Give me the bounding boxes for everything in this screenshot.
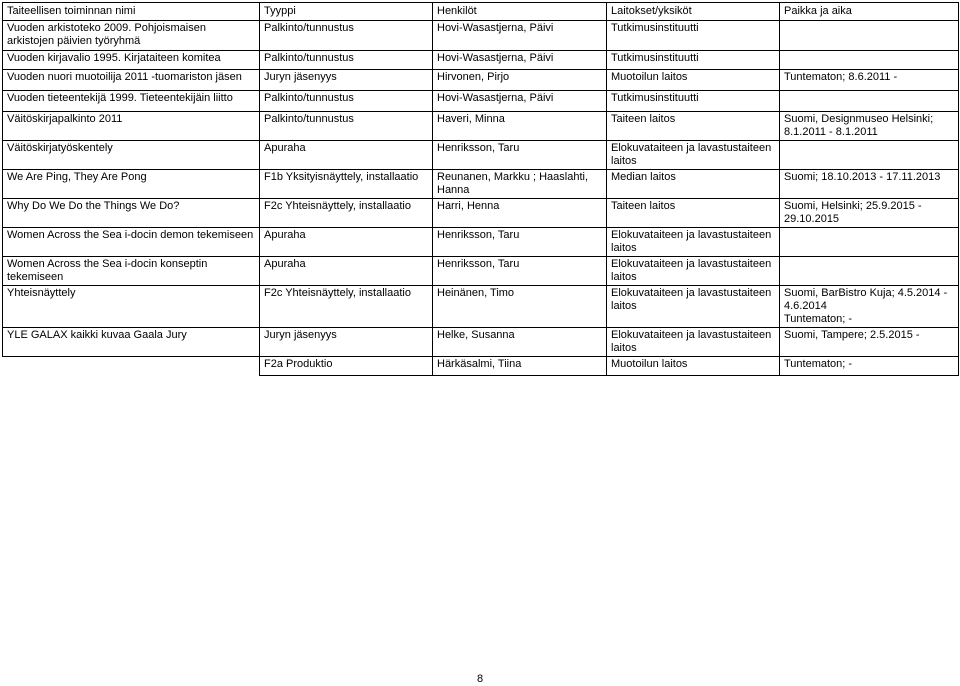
cell-persons: Hirvonen, Pirjo	[433, 70, 607, 91]
cell-name: Yhteisnäyttely	[3, 286, 260, 328]
table-body	[3, 21, 959, 376]
table-row	[3, 112, 959, 141]
cell-type: Palkinto/tunnustus	[260, 112, 433, 141]
cell-place-time	[780, 51, 959, 70]
cell-type: Apuraha	[260, 228, 433, 257]
cell-name: We Are Ping, They Are Pong	[3, 170, 260, 199]
header-row	[3, 3, 959, 21]
cell-name: Women Across the Sea i-docin demon tekemiseen	[3, 228, 260, 257]
cell-type: F2a Produktio	[260, 357, 433, 376]
cell-type: F2c Yhteisnäyttely, installaatio	[260, 199, 433, 228]
cell-type: F2c Yhteisnäyttely, installaatio	[260, 286, 433, 328]
cell-name: Väitöskirjatyöskentely	[3, 141, 260, 170]
cell-type: Apuraha	[260, 257, 433, 286]
cell-place-time: Suomi, BarBistro Kuja; 4.5.2014 - 4.6.2014 Tuntematon; -	[780, 286, 959, 328]
cell-name: Vuoden tieteentekijä 1999. Tieteentekijäin liitto	[3, 91, 260, 112]
cell-type: Apuraha	[260, 141, 433, 170]
cell-persons: Helke, Susanna	[433, 328, 607, 357]
cell-type: Palkinto/tunnustus	[260, 91, 433, 112]
cell-unit: Tutkimusinstituutti	[607, 51, 780, 70]
cell-persons: Heinänen, Timo	[433, 286, 607, 328]
cell-name: Väitöskirjapalkinto 2011	[3, 112, 260, 141]
cell-type: Palkinto/tunnustus	[260, 21, 433, 51]
cell-name: Vuoden nuori muotoilija 2011 -tuomariston jäsen	[3, 70, 260, 91]
cell-name: YLE GALAX kaikki kuvaa Gaala Jury	[3, 328, 260, 357]
cell-unit: Elokuvataiteen ja lavastustaiteen laitos	[607, 286, 780, 328]
column-header-type: Tyyppi	[260, 3, 433, 21]
cell-persons: Henriksson, Taru	[433, 141, 607, 170]
cell-persons: Härkäsalmi, Tiina	[433, 357, 607, 376]
table-row	[3, 228, 959, 257]
cell-type: Juryn jäsenyys	[260, 328, 433, 357]
column-header-place-time: Paikka ja aika	[780, 3, 959, 21]
table-header	[3, 3, 959, 21]
cell-persons: Hovi-Wasastjerna, Päivi	[433, 21, 607, 51]
activities-table	[2, 2, 959, 376]
cell-persons: Henriksson, Taru	[433, 257, 607, 286]
table-row	[3, 357, 959, 376]
column-header-persons: Henkilöt	[433, 3, 607, 21]
cell-place-time: Tuntematon; -	[780, 357, 959, 376]
cell-unit: Tutkimusinstituutti	[607, 91, 780, 112]
table-row	[3, 21, 959, 51]
cell-persons: Henriksson, Taru	[433, 228, 607, 257]
cell-persons: Harri, Henna	[433, 199, 607, 228]
cell-unit: Muotoilun laitos	[607, 357, 780, 376]
cell-name	[3, 357, 260, 376]
page-number: 8	[476, 673, 484, 685]
cell-place-time	[780, 141, 959, 170]
cell-type: Palkinto/tunnustus	[260, 51, 433, 70]
cell-place-time: Suomi; 18.10.2013 - 17.11.2013	[780, 170, 959, 199]
cell-unit: Elokuvataiteen ja lavastustaiteen laitos	[607, 141, 780, 170]
cell-type: Juryn jäsenyys	[260, 70, 433, 91]
table-row	[3, 257, 959, 286]
cell-unit: Muotoilun laitos	[607, 70, 780, 91]
cell-name: Women Across the Sea i-docin konseptin tekemiseen	[3, 257, 260, 286]
column-header-units: Laitokset/yksiköt	[607, 3, 780, 21]
cell-unit: Elokuvataiteen ja lavastustaiteen laitos	[607, 257, 780, 286]
cell-place-time: Tuntematon; 8.6.2011 -	[780, 70, 959, 91]
cell-persons: Reunanen, Markku ; Haaslahti, Hanna	[433, 170, 607, 199]
table-row	[3, 170, 959, 199]
cell-unit: Elokuvataiteen ja lavastustaiteen laitos	[607, 328, 780, 357]
cell-persons: Haveri, Minna	[433, 112, 607, 141]
table-row	[3, 70, 959, 91]
cell-place-time	[780, 91, 959, 112]
cell-place-time: Suomi, Designmuseo Helsinki; 8.1.2011 - 8.1.2011	[780, 112, 959, 141]
cell-persons: Hovi-Wasastjerna, Päivi	[433, 51, 607, 70]
cell-name: Vuoden kirjavalio 1995. Kirjataiteen komitea	[3, 51, 260, 70]
cell-name: Why Do We Do the Things We Do?	[3, 199, 260, 228]
cell-place-time: Suomi, Helsinki; 25.9.2015 - 29.10.2015	[780, 199, 959, 228]
cell-unit: Tutkimusinstituutti	[607, 21, 780, 51]
table-row	[3, 199, 959, 228]
column-header-name: Taiteellisen toiminnan nimi	[3, 3, 260, 21]
table-row	[3, 51, 959, 70]
cell-persons: Hovi-Wasastjerna, Päivi	[433, 91, 607, 112]
cell-unit: Taiteen laitos	[607, 199, 780, 228]
cell-place-time	[780, 257, 959, 286]
cell-unit: Taiteen laitos	[607, 112, 780, 141]
cell-name: Vuoden arkistoteko 2009. Pohjoismaisen arkistojen päivien työryhmä	[3, 21, 260, 51]
cell-place-time	[780, 228, 959, 257]
cell-unit: Elokuvataiteen ja lavastustaiteen laitos	[607, 228, 780, 257]
cell-type: F1b Yksityisnäyttely, installaatio	[260, 170, 433, 199]
cell-place-time	[780, 21, 959, 51]
table-row	[3, 328, 959, 357]
table-row	[3, 286, 959, 328]
table-row	[3, 141, 959, 170]
cell-place-time: Suomi, Tampere; 2.5.2015 -	[780, 328, 959, 357]
cell-unit: Median laitos	[607, 170, 780, 199]
table-row	[3, 91, 959, 112]
